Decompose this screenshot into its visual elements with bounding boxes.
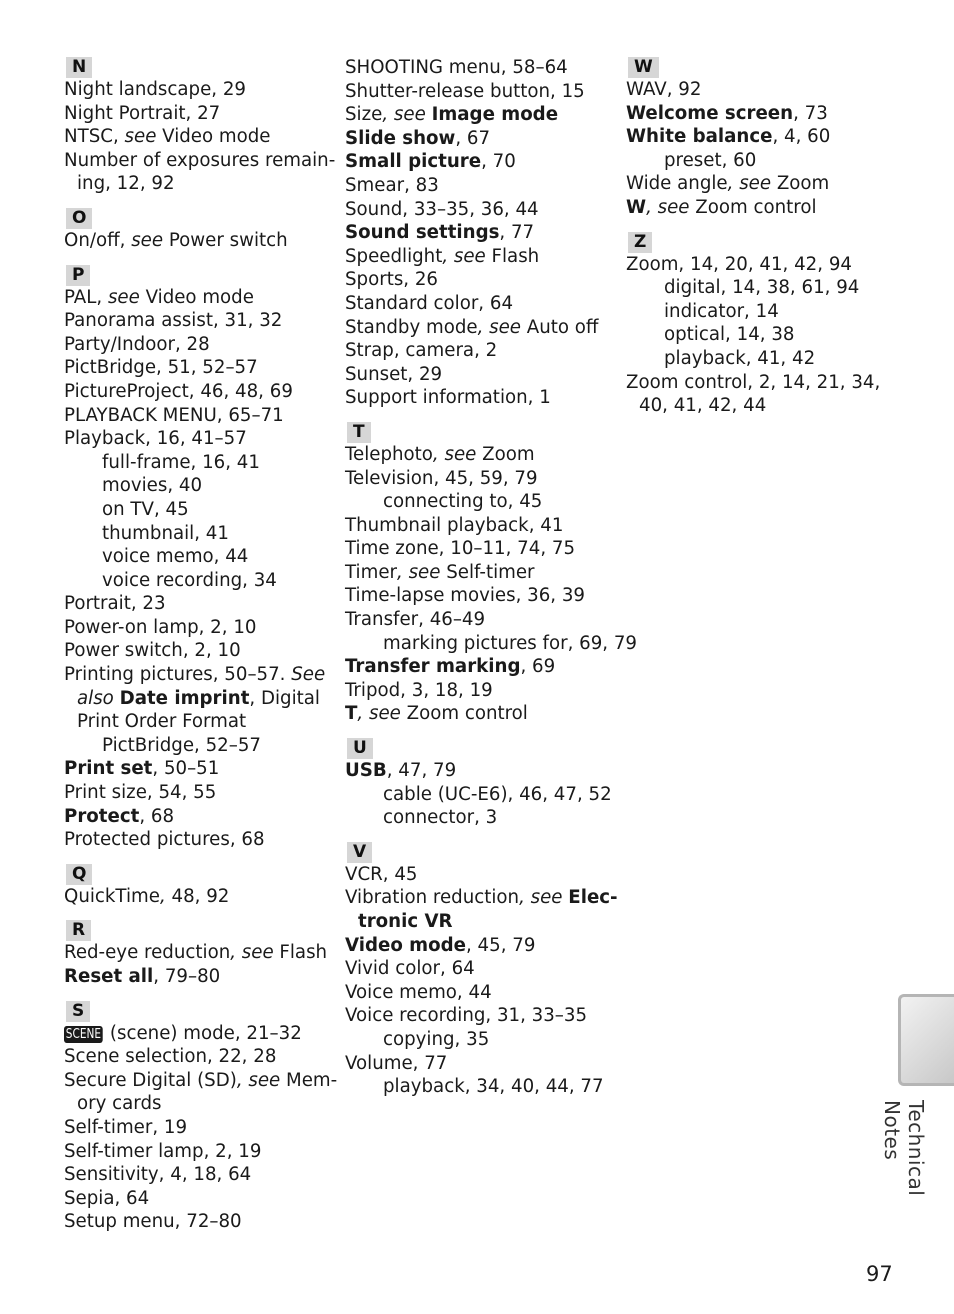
entry-text: optical, 14, 38	[664, 324, 795, 346]
entry-text: (scene) mode, 21–32	[104, 1022, 302, 1044]
entry-text: Flash	[273, 942, 328, 964]
index-entry	[64, 710, 334, 734]
entry-text: Small picture	[345, 151, 482, 173]
entry-text: Print set	[64, 758, 153, 780]
entry-text: PLAYBACK MENU, 65–71	[64, 404, 284, 426]
entry-text: See	[291, 664, 326, 686]
entry-text: Voice memo, 44	[345, 981, 492, 1003]
index-entry	[64, 757, 334, 781]
entry-text: WAV, 92	[626, 79, 702, 100]
index-entry	[64, 1163, 334, 1187]
entry-text: Elec-	[568, 887, 618, 909]
index-subentry	[626, 323, 886, 347]
entry-text: Video mode	[345, 934, 466, 956]
entry-text: digital, 14, 38, 61, 94	[664, 277, 860, 299]
index-entry	[345, 103, 615, 127]
index-subentry	[626, 149, 886, 173]
index-entry	[345, 608, 615, 632]
index-entry	[626, 371, 886, 395]
index-section	[64, 56, 334, 196]
entry-text: Number of exposures remain-	[64, 149, 336, 171]
index-entry	[345, 561, 615, 585]
entry-text: USB	[345, 760, 387, 782]
entry-text: Setup menu, 72–80	[64, 1211, 242, 1233]
index-entry	[345, 150, 615, 174]
entry-text: Strap, camera, 2	[345, 340, 498, 362]
index-entry	[345, 537, 615, 561]
index-entry	[64, 1116, 334, 1140]
entry-text: Print size, 54, 55	[64, 782, 217, 804]
entry-text: PictureProject, 46, 48, 69	[64, 380, 293, 402]
index-entry	[64, 965, 334, 989]
entry-text: NTSC,	[64, 126, 125, 148]
index-section	[64, 207, 334, 253]
entry-text: Mem-	[280, 1069, 338, 1091]
entry-text: PAL,	[64, 286, 108, 308]
entry-text: W	[626, 196, 647, 218]
entry-text: PictBridge, 51, 52–57	[64, 357, 258, 379]
entry-text: , see	[646, 196, 690, 218]
entry-text: , see	[382, 104, 426, 126]
index-entry	[345, 584, 615, 608]
entry-text: Party/Indoor, 28	[64, 333, 210, 355]
index-section	[64, 264, 334, 852]
entry-text: Printing pictures, 50–57.	[64, 664, 292, 686]
index-entry	[626, 78, 886, 102]
entry-text: , see	[397, 561, 441, 583]
index-entry	[64, 78, 334, 102]
index-entry	[345, 1052, 615, 1076]
entry-text: marking pictures for, 69, 79	[383, 632, 637, 654]
entry-text: Video mode	[139, 286, 254, 308]
entry-text: Protected pictures, 68	[64, 829, 265, 851]
entry-text: Secure Digital (SD)	[64, 1069, 237, 1091]
entry-text: , 69	[520, 656, 556, 678]
index-entry	[64, 427, 334, 451]
entry-text: Flash	[485, 245, 540, 267]
entry-text: on TV, 45	[102, 498, 189, 520]
index-entry	[345, 363, 615, 387]
entry-text: VCR, 45	[345, 863, 418, 885]
index-subentry	[626, 276, 886, 300]
entry-text: , see	[519, 887, 563, 909]
index-subentry	[345, 632, 637, 656]
entry-text: PictBridge, 52–57	[102, 734, 261, 756]
index-entry	[64, 1187, 334, 1211]
index-subentry	[345, 1075, 615, 1099]
entry-text: movies, 40	[102, 475, 203, 497]
index-entry	[345, 292, 615, 316]
index-entry	[345, 268, 615, 292]
entry-text: Wide angle	[626, 173, 728, 195]
index-entry	[64, 102, 334, 126]
index-entry	[345, 957, 615, 981]
entry-text: , 50–51	[152, 758, 220, 780]
index-entry	[345, 981, 615, 1005]
index-entry	[345, 655, 615, 679]
entry-text: Timer	[345, 561, 397, 583]
index-entry	[345, 910, 615, 934]
index-section	[626, 231, 886, 418]
index-entry	[345, 316, 615, 340]
index-entry	[64, 404, 334, 428]
entry-text: , see	[236, 1069, 281, 1091]
index-subentry	[64, 474, 334, 498]
entry-text: cable (UC-E6), 46, 47, 52	[383, 783, 612, 805]
index-subentry	[345, 490, 615, 514]
section-tab	[898, 994, 954, 1086]
index-section	[345, 737, 615, 830]
index-column-1	[64, 56, 338, 1245]
entry-text: , see	[727, 173, 772, 195]
section-letter: W	[628, 57, 659, 78]
index-entry	[345, 1004, 615, 1028]
entry-text: Vivid color, 64	[345, 958, 475, 980]
entry-text: Transfer, 46–49	[345, 609, 486, 631]
index-section	[64, 919, 334, 988]
entry-text: , see	[357, 703, 401, 725]
index-section	[64, 1000, 338, 1234]
index-entry	[64, 309, 334, 333]
entry-text: Time-lapse movies, 36, 39	[345, 585, 585, 607]
index-entry	[345, 467, 615, 491]
entry-text: Scene selection, 22, 28	[64, 1046, 277, 1068]
index-entry	[626, 172, 886, 196]
entry-text: tronic VR	[358, 911, 453, 932]
entry-text: Zoom	[771, 173, 830, 195]
scene-mode-icon: SCENE	[65, 1026, 102, 1042]
entry-text: Red-eye reduction	[64, 942, 231, 964]
index-entry	[345, 759, 615, 783]
index-entry	[345, 245, 615, 269]
entry-text: 48, 92	[165, 885, 230, 907]
index-entry	[345, 886, 618, 910]
entry-text: Shutter-release button, 15	[345, 80, 585, 102]
entry-text: Zoom control, 2, 14, 21, 34,	[626, 371, 881, 393]
entry-text: see	[107, 286, 140, 308]
entry-text: voice recording, 34	[102, 569, 277, 591]
index-entry	[64, 687, 334, 711]
index-entry	[345, 386, 615, 410]
entry-text: connector, 3	[383, 807, 498, 829]
entry-text: , 79–80	[153, 966, 221, 987]
index-subentry	[626, 300, 886, 324]
entry-text: Speedlight	[345, 245, 443, 267]
entry-text: ,	[159, 885, 166, 907]
entry-text: , 45, 79	[465, 934, 536, 956]
index-entry	[345, 339, 615, 363]
entry-text: Vibration reduction	[345, 887, 520, 909]
entry-text: QuickTime	[64, 885, 160, 907]
entry-text: , see	[442, 245, 486, 267]
entry-text: Power-on lamp, 2, 10	[64, 616, 257, 638]
entry-text: Sensitivity, 4, 18, 64	[64, 1164, 252, 1186]
index-entry	[64, 616, 334, 640]
entry-text: SHOOTING menu, 58–64	[345, 57, 568, 78]
entry-text: Sound, 33–35, 36, 44	[345, 198, 539, 220]
index-subentry	[64, 522, 334, 546]
entry-text: Self-timer lamp, 2, 19	[64, 1140, 262, 1162]
entry-text: , 4, 60	[772, 126, 831, 148]
index-section	[64, 863, 334, 909]
index-entry	[64, 663, 334, 687]
entry-text: Voice recording, 31, 33–35	[345, 1005, 588, 1027]
index-entry	[64, 380, 334, 404]
entry-text: Self-timer	[440, 561, 535, 583]
entry-text: Zoom control	[689, 196, 817, 218]
index-entry	[64, 1210, 334, 1234]
entry-text: Time zone, 10–11, 74, 75	[345, 538, 576, 560]
index-entry	[64, 1022, 334, 1046]
section-label: Technical Notes	[880, 1100, 928, 1197]
index-entry	[345, 702, 615, 726]
index-entry	[64, 229, 334, 253]
index-entry	[64, 828, 334, 852]
entry-text: Zoom, 14, 20, 41, 42, 94	[626, 253, 852, 275]
entry-text: Thumbnail playback, 41	[345, 514, 564, 536]
index-entry	[345, 934, 615, 958]
index-entry	[64, 172, 334, 196]
entry-text: copying, 35	[383, 1028, 490, 1050]
index-subentry	[345, 783, 615, 807]
entry-text: Standby mode	[345, 316, 478, 338]
entry-text: Zoom	[476, 443, 535, 465]
entry-text: , 68	[139, 805, 175, 827]
section-letter: R	[66, 920, 91, 941]
index-entry	[64, 941, 334, 965]
entry-text: Night landscape, 29	[64, 79, 246, 100]
entry-text: full-frame, 16, 41	[102, 451, 260, 473]
index-entry	[626, 125, 886, 149]
entry-text: indicator, 14	[664, 300, 779, 322]
index-subentry	[626, 347, 886, 371]
entry-text: , 70	[481, 151, 516, 173]
index-subentry	[64, 451, 334, 475]
index-entry	[64, 1045, 334, 1069]
entry-text: Portrait, 23	[64, 593, 166, 615]
section-letter: Z	[628, 232, 652, 253]
entry-text: , see	[432, 443, 477, 465]
index-entry	[64, 781, 334, 805]
index-entry	[345, 174, 615, 198]
entry-text: Power switch, 2, 10	[64, 640, 241, 662]
index-entry	[345, 443, 615, 467]
entry-text: Support information, 1	[345, 387, 551, 409]
entry-text: thumbnail, 41	[102, 522, 229, 544]
entry-text: Power switch	[163, 229, 288, 251]
entry-text: preset, 60	[664, 149, 757, 171]
section-letter: N	[66, 57, 92, 78]
index-entry	[345, 80, 615, 104]
entry-text: , Digital	[249, 687, 320, 709]
entry-text: Sepia, 64	[64, 1187, 150, 1209]
index-entry	[626, 253, 886, 277]
index-entry	[64, 805, 334, 829]
entry-text: connecting to, 45	[383, 491, 543, 513]
entry-text: Standard color, 64	[345, 292, 514, 314]
entry-text: Television, 45, 59, 79	[345, 467, 538, 489]
index-entry	[345, 127, 615, 151]
entry-text: ing, 12, 92	[77, 173, 175, 195]
entry-text: Auto off	[520, 316, 599, 338]
entry-text: Protect	[64, 805, 140, 827]
entry-text: Print Order Format	[77, 711, 247, 733]
entry-text: Date imprint	[119, 687, 250, 709]
index-entry	[64, 592, 334, 616]
entry-text: Sports, 26	[345, 269, 439, 291]
index-column-2	[345, 56, 637, 1110]
entry-text: Transfer marking	[345, 656, 521, 678]
entry-text: ory cards	[77, 1093, 162, 1115]
section-letter: V	[347, 842, 372, 863]
index-entry	[345, 863, 615, 887]
entry-text: see	[131, 229, 164, 251]
entry-text: Reset all	[64, 966, 154, 987]
index-entry	[345, 56, 615, 80]
entry-text: Zoom control	[400, 703, 528, 725]
index-subentry	[64, 569, 334, 593]
index-entry	[64, 885, 334, 909]
index-entry	[64, 125, 334, 149]
index-subentry	[345, 1028, 615, 1052]
entry-text: Welcome screen	[626, 102, 794, 124]
entry-text: Volume, 77	[345, 1052, 448, 1074]
entry-text: Slide show	[345, 127, 456, 149]
section-letter: Q	[66, 864, 92, 885]
section-letter: T	[347, 422, 371, 443]
index-entry	[64, 1140, 334, 1164]
index-entry	[64, 333, 334, 357]
index-entry	[64, 286, 334, 310]
entry-text: , see	[477, 316, 521, 338]
entry-text: playback, 34, 40, 44, 77	[383, 1076, 604, 1098]
index-section	[345, 841, 618, 1099]
index-entry	[345, 679, 615, 703]
index-entry	[64, 639, 334, 663]
index-section	[345, 421, 637, 726]
index-subentry	[345, 806, 615, 830]
entry-text: Image mode	[431, 104, 559, 126]
index-entry	[345, 221, 615, 245]
entry-text: Panorama assist, 31, 32	[64, 310, 283, 332]
index-entry	[626, 102, 886, 126]
index-entry	[345, 198, 615, 222]
entry-text: , 47, 79	[386, 760, 457, 782]
index-entry	[626, 394, 886, 418]
index-subentry	[64, 498, 334, 522]
entry-text: Playback, 16, 41–57	[64, 428, 247, 450]
index-section	[626, 56, 886, 220]
index-entry	[64, 356, 334, 380]
entry-text: Smear, 83	[345, 174, 439, 196]
entry-text: , 67	[455, 127, 491, 149]
entry-text: Size	[345, 104, 383, 126]
entry-text: Self-timer, 19	[64, 1116, 188, 1138]
entry-text: Night Portrait, 27	[64, 102, 221, 124]
section-letter: S	[66, 1001, 90, 1022]
entry-text: , 77	[499, 222, 535, 244]
section-letter: U	[347, 738, 373, 759]
page-number: 97	[866, 1262, 893, 1286]
entry-text: Sound settings	[345, 222, 500, 244]
entry-text: On/off,	[64, 229, 132, 251]
index-subentry	[64, 545, 334, 569]
index-entry	[626, 196, 886, 220]
entry-text: Telephoto	[345, 443, 433, 465]
index-entry	[64, 1092, 334, 1116]
entry-text: T	[345, 703, 358, 725]
index-column-3	[626, 56, 886, 429]
entry-text: playback, 41, 42	[664, 347, 816, 369]
entry-text: , 73	[793, 102, 828, 124]
entry-text: Tripod, 3, 18, 19	[345, 679, 493, 701]
section-letter: O	[66, 208, 92, 229]
entry-text: also	[77, 687, 114, 709]
entry-text: voice memo, 44	[102, 546, 249, 568]
entry-text: Video mode	[156, 126, 271, 148]
index-entry	[345, 514, 615, 538]
index-entry	[64, 1069, 338, 1093]
index-subentry	[64, 734, 334, 758]
index-entry	[64, 149, 334, 173]
entry-text: 40, 41, 42, 44	[639, 395, 767, 417]
entry-text: see	[124, 126, 157, 148]
entry-text: , see	[230, 942, 274, 964]
index-section	[345, 56, 615, 410]
section-letter: P	[66, 265, 90, 286]
entry-text: White balance	[626, 126, 773, 148]
entry-text: Sunset, 29	[345, 363, 443, 385]
